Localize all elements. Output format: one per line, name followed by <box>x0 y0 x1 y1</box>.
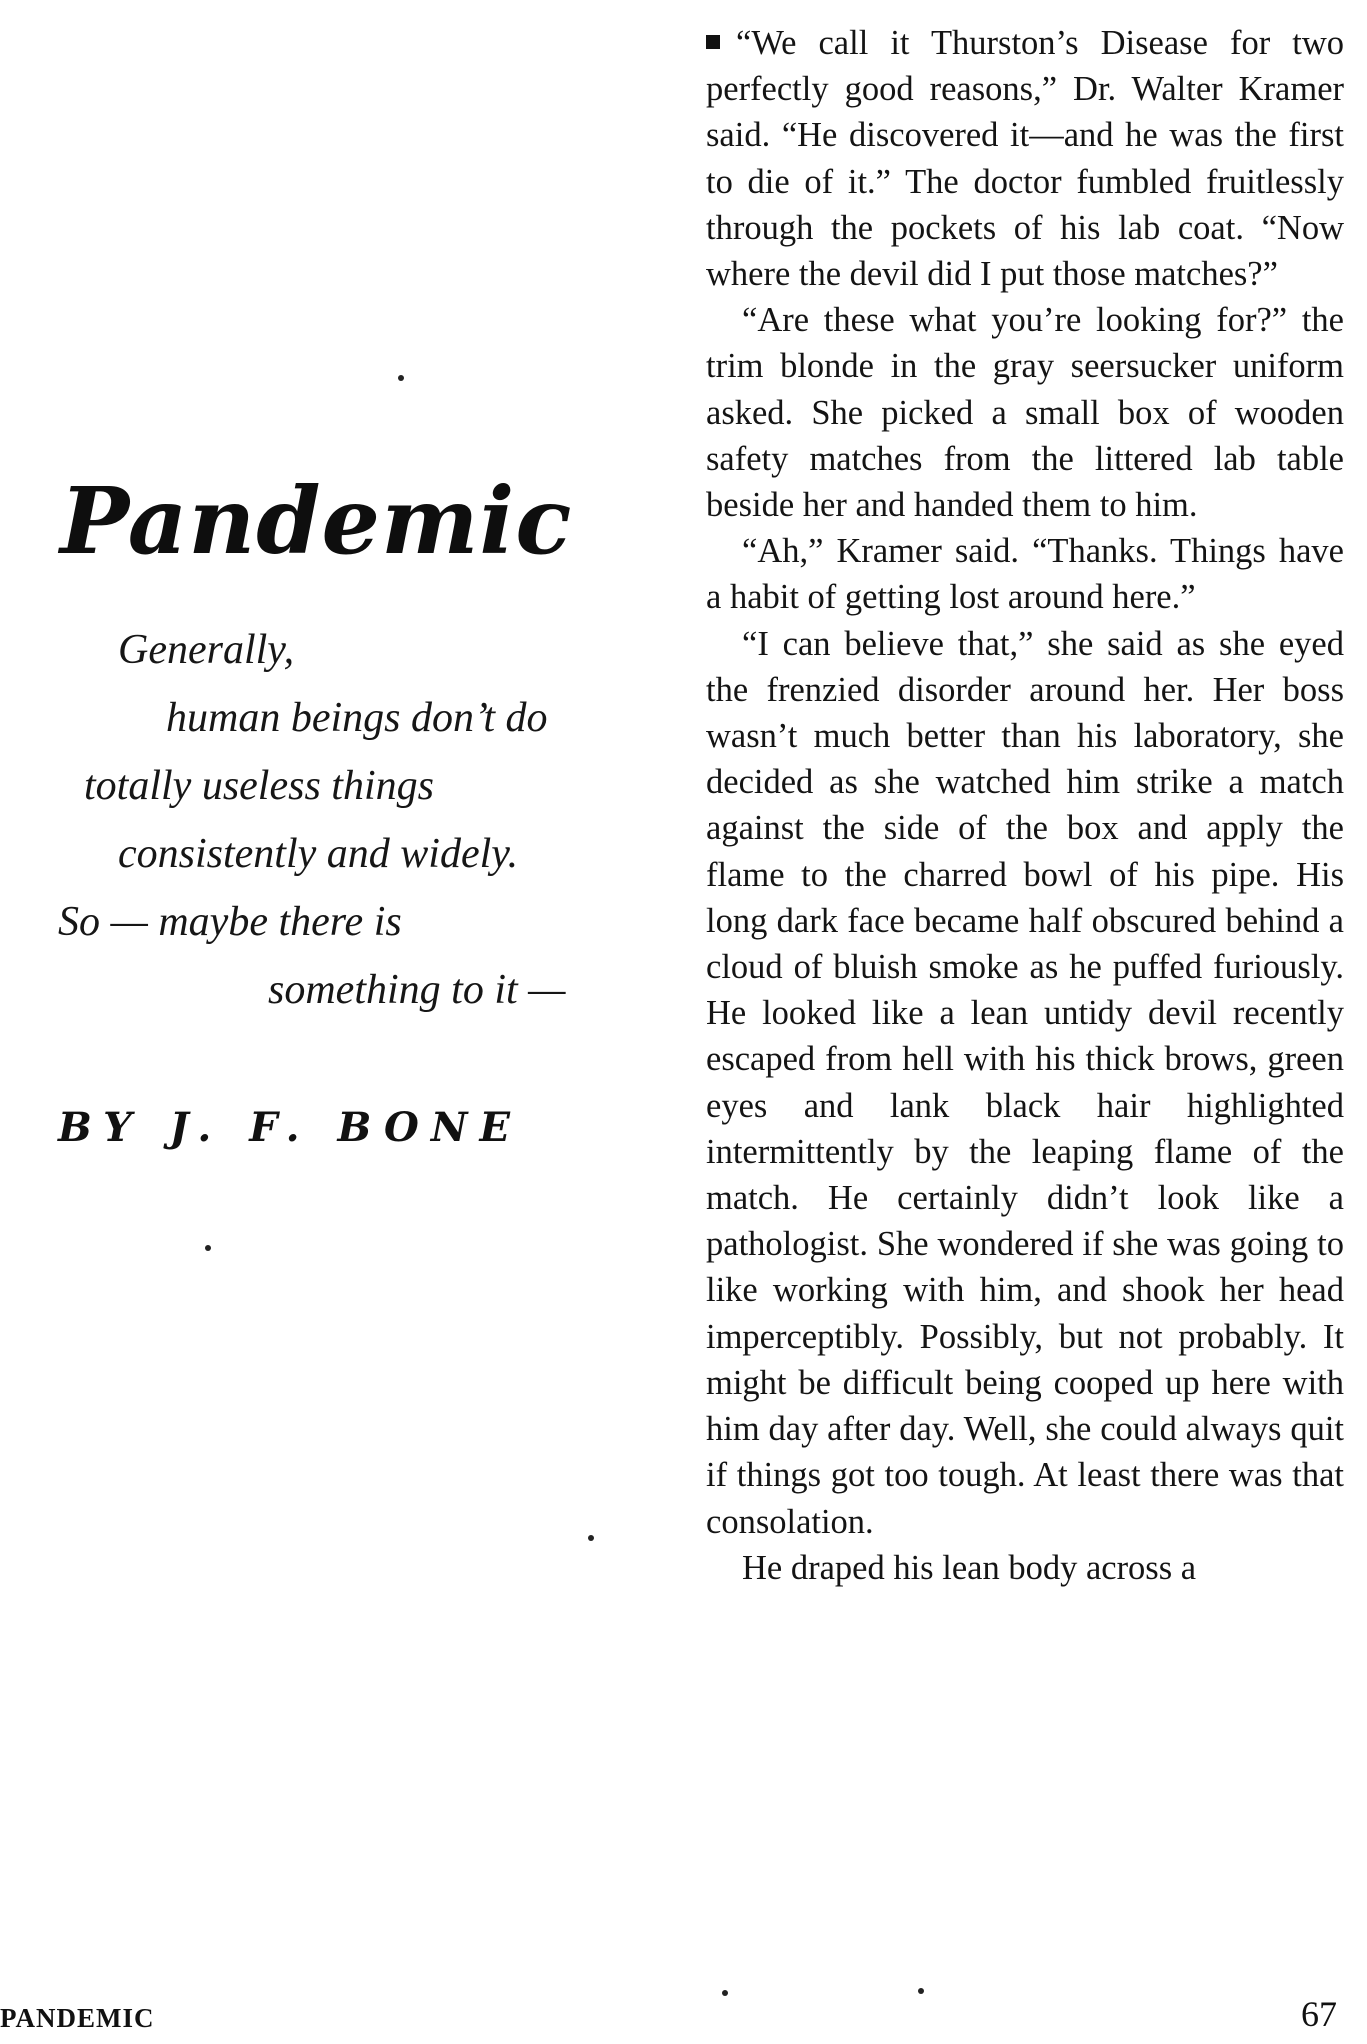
blurb-line: consistently and widely. <box>118 831 519 877</box>
blurb-line: So — maybe there is <box>58 899 402 945</box>
paragraph-text: “We call it Thurston’s Disease for two perfectly good reasons,” Dr. Walter Kramer said. “He discovered it—and he was the first to die of it.” The doctor fumbled fruitlessly through the pockets of his lab coat. “Now where the devil did I put those matches?” <box>706 24 1344 294</box>
article-title: Pandemic <box>60 467 573 575</box>
scan-speck <box>205 1245 211 1251</box>
scan-speck <box>588 1535 594 1541</box>
paragraph-bullet-icon <box>706 35 720 49</box>
article-body <box>706 20 1344 1591</box>
body-paragraph: He draped his lean body across a <box>742 1548 1197 1587</box>
body-paragraph <box>706 20 1344 297</box>
byline: BY J. F. BONE <box>58 1104 522 1151</box>
scan-speck <box>918 1988 924 1994</box>
body-paragraph: “I can believe that,” she said as she eyed the frenzied disorder around her. Her boss wasn’t much better than his laboratory, she decided as she watched him strike a match against the side of the box and apply the flame to the charred bowl of his pipe. His long dark face became half obscured behind a cloud of bluish smoke as he puffed furiously. He looked like a lean untidy devil recently escaped from hell with his thick brows, green eyes and lank black hair highlighted intermittently by the leaping flame of the match. He certainly didn’t look like a pathologist. She wondered if she was going to like working with him, and shook her head imperceptibly. Possibly, but not probably. It might be difficult being cooped up here with him day after day. Well, she could always quit if things got too tough. At least there was that consolation. <box>706 624 1344 1541</box>
page-number: 67 <box>1301 1994 1337 2034</box>
blurb-line: totally useless things <box>84 763 434 809</box>
running-title: PANDEMIC <box>0 2003 155 2033</box>
body-paragraph: “Ah,” Kramer said. “Thanks. Things have a habit of getting lost around here.” <box>706 532 1344 617</box>
scan-speck <box>398 375 404 381</box>
body-paragraph: “Are these what you’re looking for?” the trim blonde in the gray seersucker uniform asked. She picked a small box of wooden safety matches from the littered lab table beside her and handed them to him. <box>706 301 1344 525</box>
blurb-line: something to it — <box>268 967 566 1013</box>
blurb-line: Generally, <box>118 627 295 673</box>
blurb-line: human beings don’t do <box>166 695 548 741</box>
scan-speck <box>722 1990 728 1996</box>
